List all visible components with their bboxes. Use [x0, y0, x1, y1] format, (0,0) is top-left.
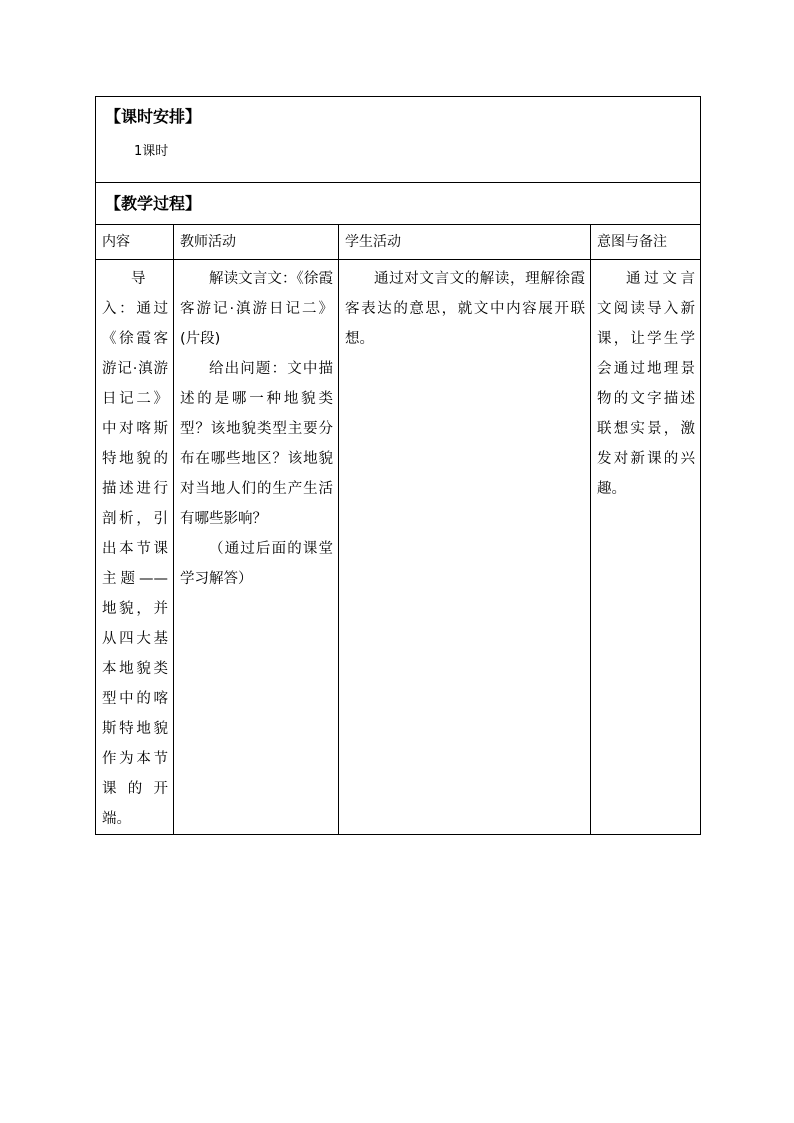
header-intent-notes: 意图与备注	[591, 225, 701, 260]
schedule-cell	[96, 97, 701, 183]
header-student-activity: 学生活动	[339, 225, 591, 260]
content-cell	[96, 260, 174, 835]
student-activity-cell	[339, 260, 591, 835]
intent-notes-text: 通过文言文阅读导入新课，让学生学会通过地理景物的文字描述联想实景，激发对新课的兴趣。	[597, 271, 696, 497]
schedule-title: 【课时安排】	[105, 107, 202, 126]
header-content: 内容	[96, 225, 174, 260]
process-title: 【教学过程】	[96, 183, 701, 225]
intent-notes-cell	[591, 260, 701, 835]
schedule-duration: 1课时	[134, 144, 169, 159]
header-teacher-activity: 教师活动	[174, 225, 339, 260]
lesson-plan-table	[95, 96, 701, 835]
content-text: 导入：通过《徐霞客游记·滇游日记二》中对喀斯特地貌的描述进行剖析，引出本节课主题——地貌，并从四大基本地貌类型中的喀斯特地貌作为本节课的开端。	[102, 271, 168, 827]
teacher-activity-text-1: 解读文言文：《徐霞客游记·滇游日记二》(片段)	[180, 271, 333, 347]
schedule-row	[96, 97, 701, 183]
student-activity-text: 通过对文言文的解读，理解徐霞客表达的意思，就文中内容展开联想。	[345, 271, 585, 347]
teacher-activity-text-2: 给出问题：文中描述的是哪一种地貌类型？该地貌类型主要分布在哪些地区？该地貌对当地人们的生产生活有哪些影响？	[180, 361, 333, 527]
teacher-activity-cell	[174, 260, 339, 835]
process-title-row	[96, 183, 701, 225]
teacher-activity-text-3: （通过后面的课堂学习解答）	[180, 541, 333, 587]
table-row	[96, 260, 701, 835]
table-header-row	[96, 225, 701, 260]
